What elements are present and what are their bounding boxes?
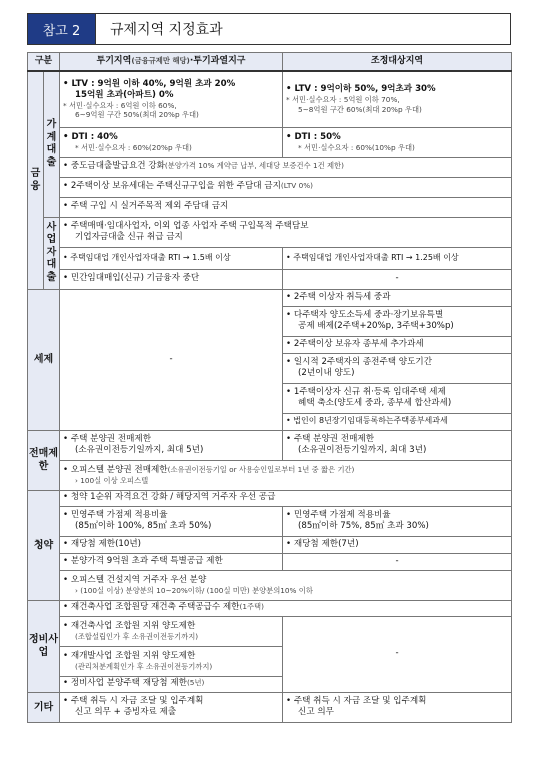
table-row bbox=[28, 71, 512, 127]
cell: • LTV : 9억이하 50%, 9억초과 30% * 서민·실수요자 : 5억원 이하 70%, 5~8억원 구간 60%(최대 20%p 우대) bbox=[283, 71, 512, 127]
table-row bbox=[28, 692, 512, 722]
cell: • 재당첨 제한(10년) bbox=[60, 536, 283, 553]
cell: • 주택 구입 시 실거주목적 제외 주담대 금지 bbox=[60, 197, 512, 217]
subcategory-household: 가계대출 bbox=[44, 71, 60, 217]
category-resale: 전매제한 bbox=[28, 430, 60, 490]
cell: • 2주택이상 보유세대는 주택신규구입을 위한 주담대 금지(LTV 0%) bbox=[60, 177, 512, 197]
subcategory-business: 사업자대출 bbox=[44, 217, 60, 289]
cell: • 재건축사업 조합원당 재건축 주택공급수 제한(1주택) bbox=[60, 600, 512, 616]
cell: • 2주택이상 보유자 종부세 추가과세 bbox=[283, 336, 512, 353]
col-header-gubun: 구분 bbox=[28, 53, 60, 72]
table-row bbox=[28, 506, 512, 536]
col-header-adjustment: 조정대상지역 bbox=[283, 53, 512, 72]
regulation-table bbox=[27, 52, 512, 723]
cell: • LTV : 9억원 이하 40%, 9억원 초과 20% 15억원 초과(아파트) 0% * 서민·실수요자 : 6억원 이하 60%, 6~9억원 구간 50%(최대 20%p 우대) bbox=[60, 71, 283, 127]
cell: - bbox=[60, 289, 283, 430]
category-subscription: 청약 bbox=[28, 490, 60, 600]
cell: • 주택 분양권 전매제한 (소유권이전등기일까지, 최대 5년) bbox=[60, 430, 283, 460]
cell: • 오피스텔 분양권 전매제한(소유권이전등기일 or 사용승인일로부터 1년 중 짧은 기간) › 100실 이상 오피스텔 bbox=[60, 460, 512, 490]
category-finance: 금융 bbox=[28, 71, 44, 289]
cell: • 주택임대업 개인사업자대출 RTI → 1.25배 이상 bbox=[283, 247, 512, 269]
cell: • 주택 분양권 전매제한 (소유권이전등기일까지, 최대 3년) bbox=[283, 430, 512, 460]
section-title: 규제지역 지정효과 bbox=[95, 14, 510, 44]
cell: • 주택매매·임대사업자, 이외 업종 사업자 주택 구입목적 주택담보 기업자금대출 신규 취급 금지 bbox=[60, 217, 512, 247]
cell: • 민간임대매입(신규) 기금융자 중단 bbox=[60, 269, 283, 289]
cell: • 주택임대업 개인사업자대출 RTI → 1.5배 이상 bbox=[60, 247, 283, 269]
cell: • 2주택 이상자 취득세 중과 bbox=[283, 289, 512, 306]
cell: • 재당첨 제한(7년) bbox=[283, 536, 512, 553]
cell: • 주택 취득 시 자금 조달 및 입주계획 신고 의무 bbox=[283, 692, 512, 722]
cell: • DTI : 40% * 서민·실수요자 : 60%(20%p 우대) bbox=[60, 127, 283, 157]
section-header bbox=[27, 13, 511, 45]
cell: • 다주택자 양도소득세 중과·장기보유특별 공제 배제(2주택+20%p, 3주택+30%p) bbox=[283, 306, 512, 336]
cell: - bbox=[283, 269, 512, 289]
cell: • 분양가격 9억원 초과 주택 특별공급 제한 bbox=[60, 553, 283, 570]
cell: • 민영주택 가점제 적용비율 (85㎡이하 75%, 85㎡ 초과 30%) bbox=[283, 506, 512, 536]
table-row bbox=[28, 430, 512, 460]
cell: • 오피스텔 건설지역 거주자 우선 분양 › (100실 이상) 분양분의 10~20%이하/ (100실 미만) 분양분의10% 이하 bbox=[60, 570, 512, 600]
table-row bbox=[28, 217, 512, 247]
cell: • 재건축사업 조합원 지위 양도제한 (조합설립인가 후 소유권이전등기까지) bbox=[60, 616, 283, 646]
category-tax: 세제 bbox=[28, 289, 60, 430]
table-row bbox=[28, 570, 512, 600]
cell: • 정비사업 분양주택 재당첨 제한(5년) bbox=[60, 676, 283, 692]
cell: - bbox=[283, 553, 512, 570]
cell: • DTI : 50% * 서민·실수요자 : 60%(10%p 우대) bbox=[283, 127, 512, 157]
cell: • 법인이 8년장기임대등록하는주택종부세과세 bbox=[283, 413, 512, 430]
table-row bbox=[28, 460, 512, 490]
table-row bbox=[28, 289, 512, 306]
cell: • 1주택이상자 신규 취·등록 임대주택 세제 혜택 축소(양도세 중과, 종부세 합산과세) bbox=[283, 383, 512, 413]
col-header-speculation: 투기지역(금융규제만 해당)·투기과열지구 bbox=[60, 53, 283, 72]
table-row bbox=[28, 269, 512, 289]
cell: • 민영주택 가점제 적용비율 (85㎡이하 100%, 85㎡ 초과 50%) bbox=[60, 506, 283, 536]
table-row bbox=[28, 536, 512, 553]
table-row bbox=[28, 247, 512, 269]
table-row bbox=[28, 157, 512, 177]
table-row bbox=[28, 553, 512, 570]
table-row bbox=[28, 616, 512, 646]
cell: • 재개발사업 조합원 지위 양도제한 (관리처분계획인가 후 소유권이전등기까지) bbox=[60, 646, 283, 676]
table-header-row bbox=[28, 53, 512, 72]
table-row bbox=[28, 600, 512, 616]
table-row bbox=[28, 490, 512, 506]
reference-tag: 참고 2 bbox=[28, 14, 95, 44]
cell: • 일시적 2주택자의 종전주택 양도기간 (2년이내 양도) bbox=[283, 353, 512, 383]
cell: • 중도금대출발급요건 강화(분양가격 10% 계약금 납부, 세대당 보증건수 1건 제한) bbox=[60, 157, 512, 177]
table-row bbox=[28, 127, 512, 157]
cell: - bbox=[283, 616, 512, 692]
table-row bbox=[28, 177, 512, 197]
cell: • 주택 취득 시 자금 조달 및 입주계획 신고 의무 + 증빙자료 제출 bbox=[60, 692, 283, 722]
category-project: 정비사업 bbox=[28, 600, 60, 692]
cell: • 청약 1순위 자격요건 강화 / 해당지역 거주자 우선 공급 bbox=[60, 490, 512, 506]
table-row bbox=[28, 197, 512, 217]
category-etc: 기타 bbox=[28, 692, 60, 722]
